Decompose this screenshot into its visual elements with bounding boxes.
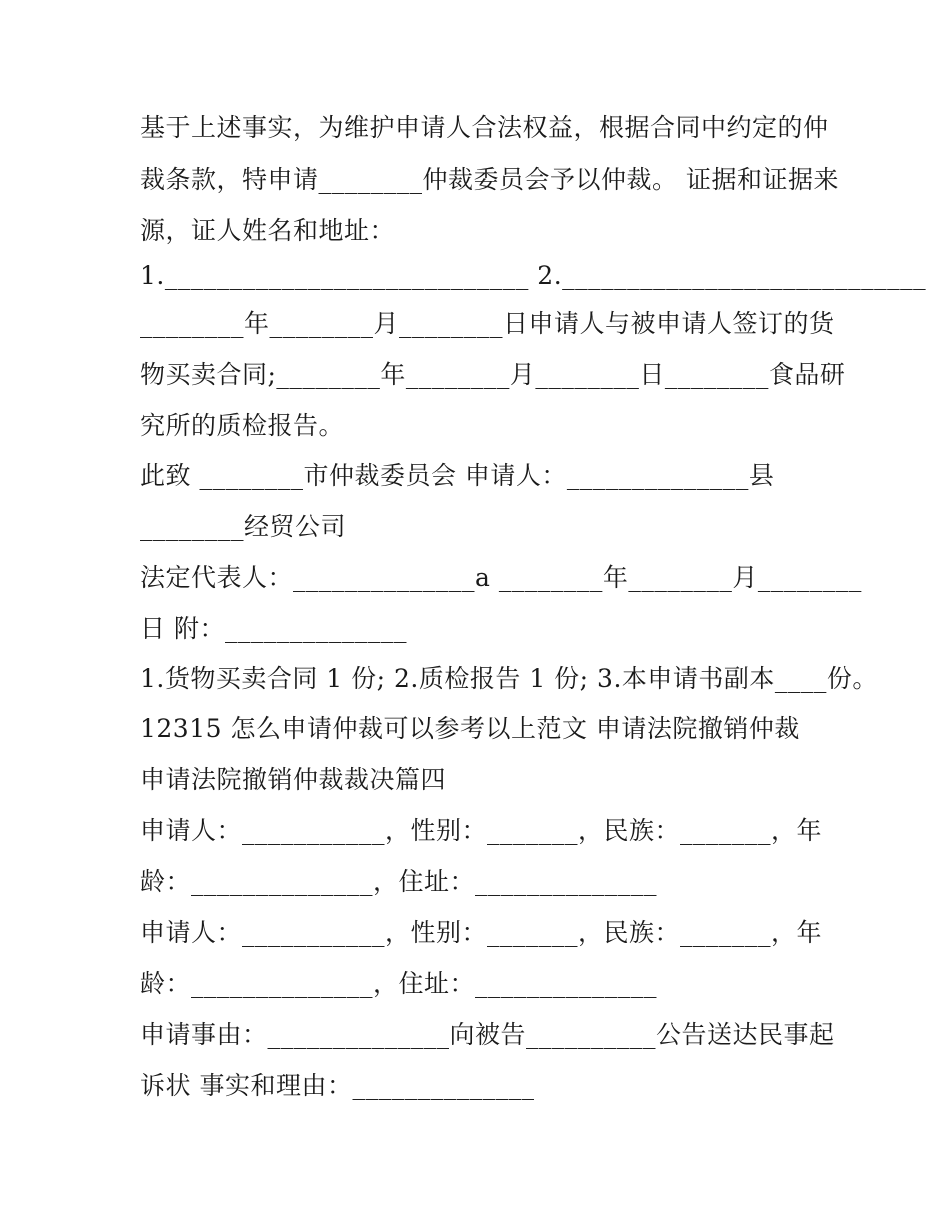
- text-line: 诉状 事实和理由：______________: [140, 1071, 535, 1100]
- section-heading: 申请法院撤销仲裁裁决篇四: [140, 765, 447, 794]
- text-line: 究所的质检报告。: [140, 411, 345, 440]
- text-line: ________经贸公司: [140, 512, 347, 541]
- text-line: 申请事由：______________向被告__________公告送达民事起: [140, 1020, 835, 1049]
- text-line: 此致 ________市仲裁委员会 申请人：______________县: [140, 461, 775, 490]
- text-line: 物买卖合同;________年________月________日________食品研: [140, 360, 846, 389]
- text-line: 1.____________________________ 2.____________________________: [140, 261, 927, 290]
- text-line: 龄：______________，住址：______________: [140, 969, 658, 998]
- text-line: 裁条款，特申请________仲裁委员会予以仲裁。 证据和证据来: [140, 165, 839, 194]
- text-line: 申请人：___________，性别：_______，民族：_______，年: [140, 918, 823, 947]
- text-line: 12315 怎么申请仲裁可以参考以上范文 申请法院撤销仲裁: [140, 714, 800, 743]
- text-line: 基于上述事实，为维护申请人合法权益，根据合同中约定的仲: [140, 113, 829, 142]
- text-line: ________年________月________日申请人与被申请人签订的货: [140, 309, 835, 338]
- text-line: 源，证人姓名和地址：: [140, 216, 396, 245]
- text-line: 日 附：______________: [140, 614, 407, 643]
- text-line: 法定代表人：______________a ________年________月________: [140, 563, 862, 592]
- text-line: 龄：______________，住址：______________: [140, 867, 658, 896]
- text-line: 1.货物买卖合同 1 份; 2.质检报告 1 份; 3.本申请书副本____份。: [140, 664, 878, 693]
- text-line: 申请人：___________，性别：_______，民族：_______，年: [140, 816, 823, 845]
